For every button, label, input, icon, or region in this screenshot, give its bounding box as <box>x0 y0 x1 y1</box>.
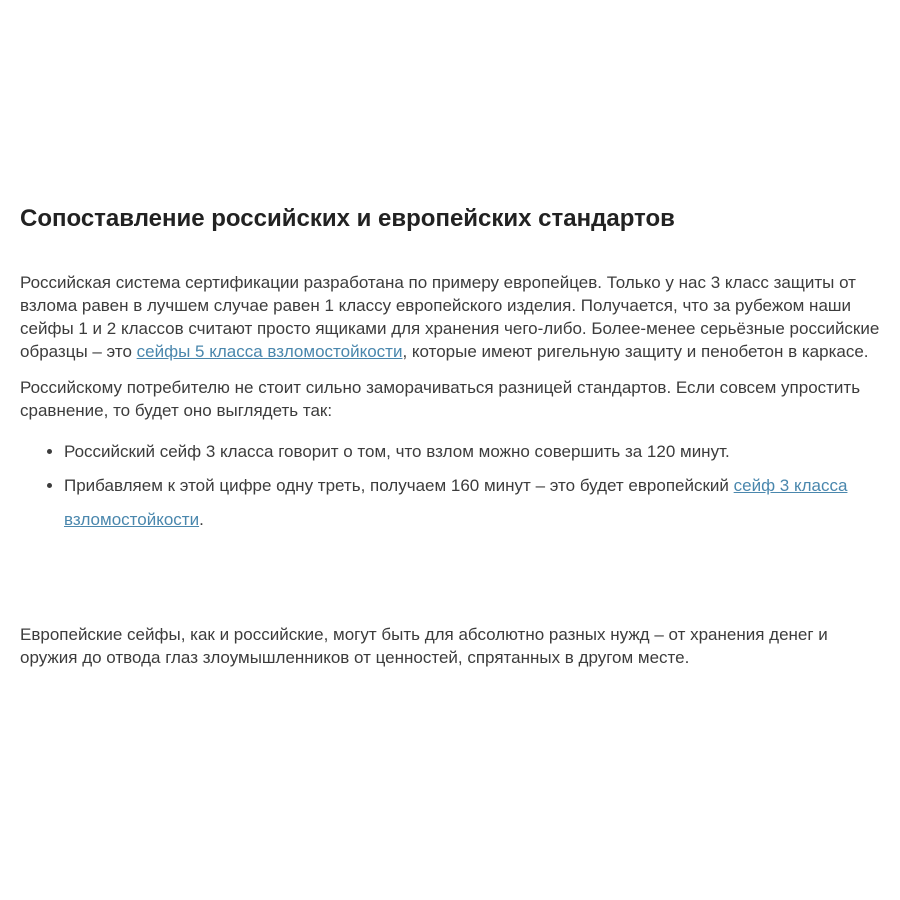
paragraph-conclusion: Европейские сейфы, как и российские, могут быть для абсолютно разных нужд – от хранения денег и оружия до отвода глаз злоумышленников от ценностей, спрятанных в другом месте. <box>20 625 828 667</box>
comparison-list <box>20 435 880 537</box>
list-item-text: Прибавляем к этой цифре одну треть, получаем 160 минут – это будет европейский <box>64 476 734 495</box>
list-item-text: Российский сейф 3 класса говорит о том, что взлом можно совершить за 120 минут. <box>64 442 730 461</box>
paragraph-comparison: Российскому потребителю не стоит сильно заморачиваться разницей стандартов. Если совсем упростить сравнение, то будет оно выглядеть так: <box>20 378 861 420</box>
paragraph-intro-text-after: , которые имеют ригельную защиту и пенобетон в каркасе. <box>402 342 869 361</box>
link-safe-class-3[interactable]: сейф 3 класса взломостойкости <box>64 476 848 529</box>
list-item-russian-safe <box>64 435 880 469</box>
paragraph-intro-text: Российская система сертификации разработана по примеру европейцев. Только у нас 3 класс защиты от взлома равен в лучшем случае равен 1 классу европейского изделия. Получается, что за рубежом наши сейфы 1 и 2 классов считают просто ящиками для хранения чего-либо. Более-менее серьёзные российские образцы – это <box>20 273 880 361</box>
list-item-text-after: . <box>199 510 204 529</box>
paragraph-intro <box>20 271 880 363</box>
article-heading: Сопоставление российских и европейских стандартов <box>20 205 675 232</box>
list-item-european-safe <box>64 469 880 537</box>
link-safes-class-5[interactable]: сейфы 5 класса взломостойкости <box>136 342 403 361</box>
